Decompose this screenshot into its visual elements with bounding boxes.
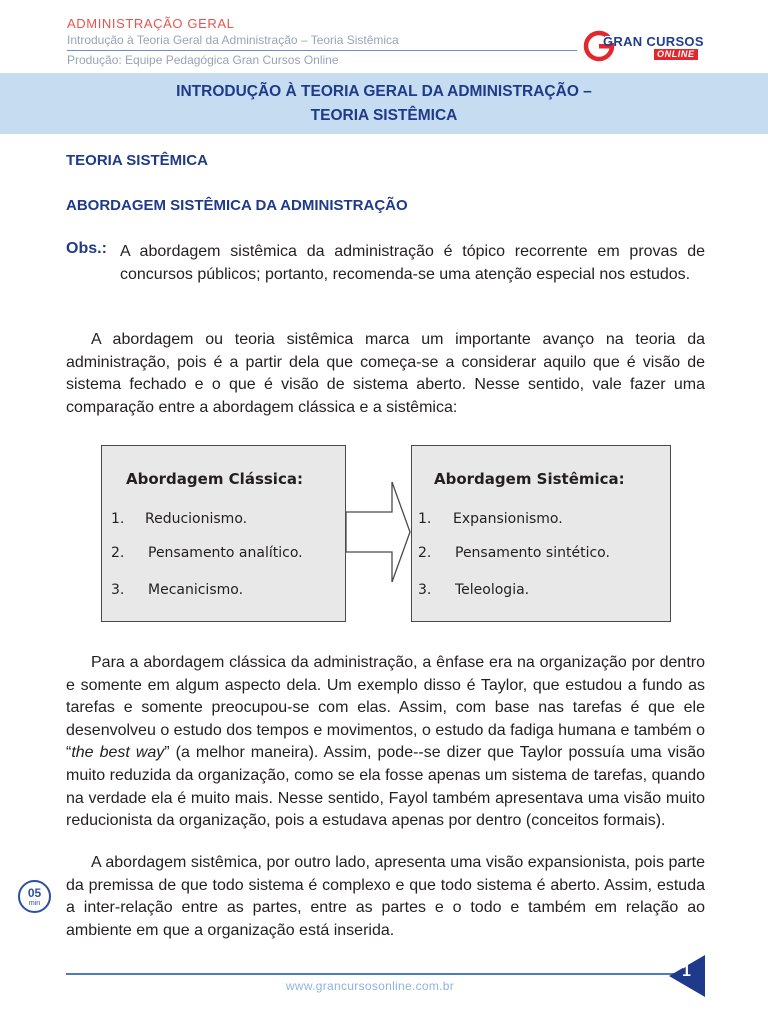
lesson-subtitle: Introdução à Teoria Geral da Administração – Teoria Sistêmica xyxy=(67,33,399,47)
classic-item-3-text: Mecanicismo. xyxy=(148,582,244,598)
footer-url: www.grancursosonline.com.br xyxy=(285,979,455,993)
classic-approach-box xyxy=(101,445,346,622)
systemic-item-2-num: 2. xyxy=(418,545,432,561)
systemic-item-3-text: Teleologia. xyxy=(455,582,530,598)
page-title-line-1: INTRODUÇÃO À TEORIA GERAL DA ADMINISTRAÇÃO – xyxy=(176,83,592,100)
classic-item-3-num: 3. xyxy=(111,582,125,598)
classic-item-1-num: 1. xyxy=(111,511,125,527)
page-title xyxy=(0,80,768,128)
classic-item-1-text: Reducionismo. xyxy=(145,511,248,527)
section-heading: TEORIA SISTÊMICA xyxy=(66,152,208,169)
subsection-heading: ABORDAGEM SISTÊMICA DA ADMINISTRAÇÃO xyxy=(66,197,408,214)
timer-badge xyxy=(18,880,51,913)
header-divider xyxy=(67,50,577,51)
page-title-line-2: TEORIA SISTÊMICA xyxy=(310,107,458,124)
paragraph-classic-text-b: ” (a melhor maneira). Assim, pode--se dizer que Taylor possuía uma visão muito reduzida da organização, como se ela fosse apenas um sistema de tarefas, quando na verdade ela é muito mais. Nesse sentido, Fayol também apresentava uma visão muito reducionista da organização, pois a estudava apenas por dentro (conceitos formais). xyxy=(66,744,706,830)
right-arrow-icon xyxy=(346,480,412,584)
paragraph-systemic-text: A abordagem sistêmica, por outro lado, apresenta uma visão expansionista, pois parte da premissa de que todo sistema é complexo e que todo sistema é aberto. Assim, estuda a inter-relação entre as partes, entre as partes e o todo e também em relação ao ambiente em que a organização está inserida. xyxy=(66,854,705,939)
obs-label: Obs.: xyxy=(66,240,107,257)
paragraph-intro xyxy=(66,329,705,419)
paragraph-classic-text-a: Para a abordagem clássica da administração, a ênfase era na organização por dentro e somente em algum aspecto dela. Um exemplo disso é Taylor, que estudou a fundo as tarefas e somente preocupou-se com elas. Assim, com base nas tarefas é que ele desenvolveu o estudo dos tempos e movimentos, o estudo da fadiga humana e também o “ xyxy=(66,654,705,762)
footer-divider xyxy=(66,973,678,975)
systemic-approach-title: Abordagem Sistêmica: xyxy=(434,470,625,488)
logo-text: GRAN CURSOS xyxy=(603,34,704,49)
production-credit: Produção: Equipe Pedagógica Gran Cursos Online xyxy=(67,53,339,67)
systemic-item-3-num: 3. xyxy=(418,582,432,598)
paragraph-intro-text: A abordagem ou teoria sistêmica marca um importante avanço na teoria da administração, pois é a partir dela que começa-se a considerar aquilo que é visão de sistema fechado e o que é visão de sistema aberto. Nesse sentido, vale fazer uma comparação entre a abordagem clássica e a sistêmica: xyxy=(66,331,705,416)
paragraph-systemic xyxy=(66,852,705,942)
systemic-item-1-num: 1. xyxy=(418,511,432,527)
gran-cursos-logo xyxy=(583,30,709,64)
timer-value: 05 xyxy=(27,886,42,900)
classic-item-2-text: Pensamento analítico. xyxy=(148,545,303,561)
timer-unit: min xyxy=(28,900,41,907)
obs-text: A abordagem sistêmica da administração é tópico recorrente em provas de concursos públicos; portanto, recomenda-se uma atenção especial nos estudos. xyxy=(120,243,705,283)
systemic-approach-box xyxy=(411,445,671,622)
classic-item-2-num: 2. xyxy=(111,545,125,561)
logo-online-badge: ONLINE xyxy=(654,49,698,60)
page-number: 1 xyxy=(682,963,691,980)
systemic-item-2-text: Pensamento sintético. xyxy=(455,545,610,561)
comparison-figure xyxy=(101,445,671,624)
classic-approach-title: Abordagem Clássica: xyxy=(126,470,303,488)
paragraph-classic-italic: the best way xyxy=(71,744,165,762)
systemic-item-1-text: Expansionismo. xyxy=(453,511,563,527)
course-name: ADMINISTRAÇÃO GERAL xyxy=(67,16,235,31)
paragraph-classic xyxy=(66,652,705,833)
